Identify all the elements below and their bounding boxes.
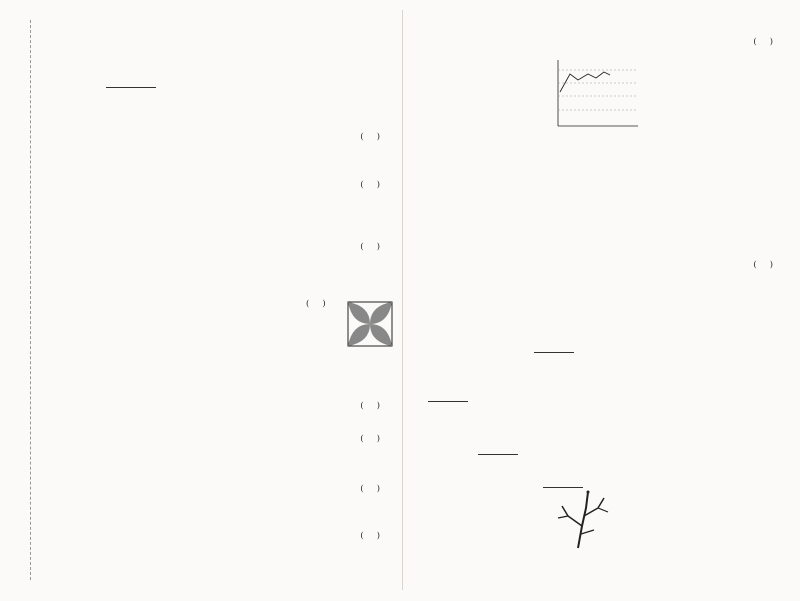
question-12 bbox=[412, 357, 784, 361]
answer-paren-q3[interactable]: ( ) bbox=[360, 241, 380, 251]
answer-paren-q9[interactable]: ( ) bbox=[753, 36, 773, 46]
answer-paren-q5[interactable]: ( ) bbox=[360, 400, 380, 410]
answer-blank-q13[interactable] bbox=[478, 445, 518, 455]
tree-branch bbox=[558, 516, 568, 518]
answer-paren-q10[interactable]: ( ) bbox=[753, 259, 773, 269]
cut-line bbox=[30, 20, 31, 580]
answer-paren-q1[interactable]: ( ) bbox=[360, 131, 380, 141]
frequency-line bbox=[560, 72, 610, 92]
right-page bbox=[408, 0, 793, 601]
tree-branch-figure bbox=[548, 486, 638, 558]
answer-paren-q2[interactable]: ( ) bbox=[360, 179, 380, 189]
tree-trunk bbox=[578, 492, 588, 548]
answer-paren-q6[interactable]: ( ) bbox=[360, 433, 380, 443]
rating-blank[interactable] bbox=[106, 78, 156, 88]
score-info bbox=[84, 78, 156, 88]
options-q9 bbox=[418, 150, 778, 154]
answer-paren-q7[interactable]: ( ) bbox=[360, 483, 380, 493]
question-14 bbox=[412, 460, 784, 464]
answer-paren-q4[interactable]: ( ) bbox=[306, 298, 326, 308]
page-divider bbox=[402, 10, 403, 590]
petal-shape bbox=[370, 302, 392, 324]
food-dot bbox=[587, 491, 590, 494]
answer-blank-q12[interactable] bbox=[428, 392, 468, 402]
petal-shape bbox=[348, 302, 370, 324]
petal-shape bbox=[370, 324, 392, 346]
tree-branch bbox=[581, 530, 594, 534]
answer-paren-q8[interactable]: ( ) bbox=[360, 530, 380, 540]
question-13 bbox=[412, 410, 784, 414]
tree-branch bbox=[598, 508, 608, 512]
figure-4-square bbox=[344, 298, 400, 368]
frequency-line-chart bbox=[538, 54, 658, 146]
answer-blank-q11[interactable] bbox=[534, 343, 574, 353]
petal-shape bbox=[348, 324, 370, 346]
binding-gutter bbox=[0, 0, 44, 601]
left-page bbox=[44, 0, 400, 601]
